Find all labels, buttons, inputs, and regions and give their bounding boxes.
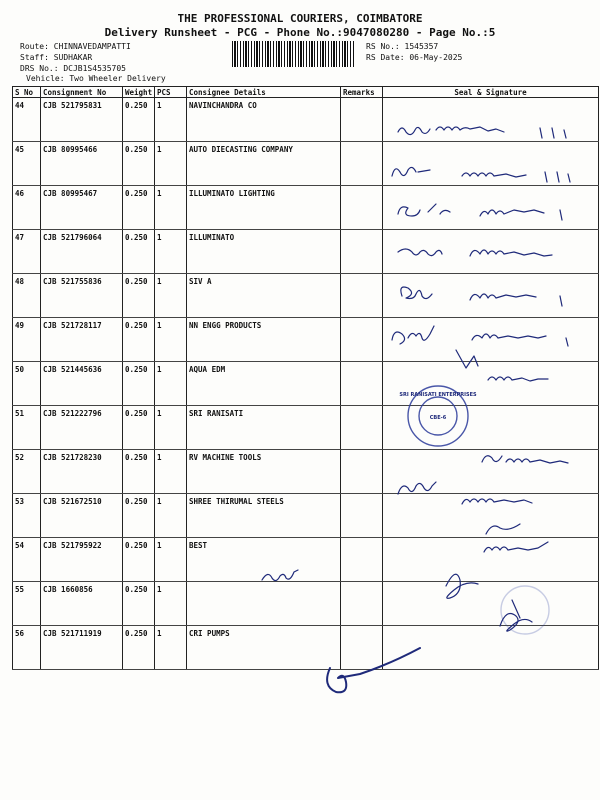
cell-sno: 56 [13, 626, 41, 670]
table-row [13, 362, 599, 406]
cell-pcs: 1 [155, 318, 187, 362]
col-sno: S No [13, 87, 41, 98]
cell-pcs: 1 [155, 450, 187, 494]
cell-remarks [341, 362, 383, 406]
runsheet-title: THE PROFESSIONAL COURIERS, COIMBATORE [177, 12, 423, 25]
stamp-name: SRI RANISATI ENTERPRISES [399, 392, 477, 398]
cell-consignee: NN ENGG PRODUCTS [187, 318, 341, 362]
cell-consignee: CRI PUMPS [187, 626, 341, 670]
cell-consignee: SIV A [187, 274, 341, 318]
cell-consignee: AQUA EDM [187, 362, 341, 406]
cell-weight: 0.250 [123, 406, 155, 450]
cell-seal-signature [383, 538, 599, 582]
cell-remarks [341, 230, 383, 274]
cell-remarks [341, 142, 383, 186]
cell-consignment: CJB 521795922 [41, 538, 123, 582]
col-consignment: Consignment No [41, 87, 123, 98]
drs-number: DRS No.: DCJB1S4535705 [20, 64, 126, 73]
barcode [232, 41, 354, 67]
cell-consignee: SHREE THIRUMAL STEELS [187, 494, 341, 538]
col-remarks: Remarks [341, 87, 383, 98]
cell-consignment: CJB 80995467 [41, 186, 123, 230]
cell-consignment: CJB 1660856 [41, 582, 123, 626]
cell-remarks [341, 626, 383, 670]
cell-consignee: BEST [187, 538, 341, 582]
cell-remarks [341, 450, 383, 494]
table-header-row [13, 87, 599, 98]
cell-consignee: AUTO DIECASTING COMPANY [187, 142, 341, 186]
rs-date: RS Date: 06-May-2025 [366, 53, 463, 62]
cell-consignment: CJB 521672510 [41, 494, 123, 538]
staff-field: Staff: SUDHAKAR [20, 53, 93, 62]
cell-seal-signature [383, 98, 599, 142]
runsheet-table [12, 86, 599, 670]
table-row [13, 582, 599, 626]
cell-consignment: CJB 80995466 [41, 142, 123, 186]
table-row [13, 98, 599, 142]
cell-consignment: CJB 521755836 [41, 274, 123, 318]
cell-sno: 54 [13, 538, 41, 582]
cell-seal-signature [383, 318, 599, 362]
table-row [13, 230, 599, 274]
cell-remarks [341, 318, 383, 362]
cell-pcs: 1 [155, 98, 187, 142]
runsheet-subtitle: Delivery Runsheet - PCG - Phone No.:9047080280 - Page No.:5 [104, 26, 496, 39]
cell-weight: 0.250 [123, 538, 155, 582]
cell-weight: 0.250 [123, 230, 155, 274]
cell-pcs: 1 [155, 626, 187, 670]
cell-pcs: 1 [155, 142, 187, 186]
cell-pcs: 1 [155, 274, 187, 318]
cell-remarks [341, 98, 383, 142]
cell-remarks [341, 538, 383, 582]
vehicle-field: Vehicle: Two Wheeler Delivery [26, 74, 166, 83]
cell-seal-signature [383, 450, 599, 494]
cell-pcs: 1 [155, 230, 187, 274]
cell-weight: 0.250 [123, 450, 155, 494]
route-field: Route: CHINNAVEDAMPATTI [20, 42, 131, 51]
cell-consignee: RV MACHINE TOOLS [187, 450, 341, 494]
stamp-city: CBE-6 [429, 415, 447, 421]
cell-seal-signature [383, 494, 599, 538]
table-row [13, 494, 599, 538]
cell-pcs: 1 [155, 186, 187, 230]
cell-seal-signature [383, 362, 599, 406]
cell-consignment: CJB 521445636 [41, 362, 123, 406]
cell-weight: 0.250 [123, 142, 155, 186]
cell-remarks [341, 582, 383, 626]
table-row [13, 186, 599, 230]
table-row [13, 450, 599, 494]
cell-seal-signature [383, 626, 599, 670]
table-row [13, 406, 599, 450]
cell-consignment: CJB 521795831 [41, 98, 123, 142]
cell-sno: 48 [13, 274, 41, 318]
table-row [13, 318, 599, 362]
cell-consignee: NAVINCHANDRA CO [187, 98, 341, 142]
table-row [13, 274, 599, 318]
cell-weight: 0.250 [123, 274, 155, 318]
cell-weight: 0.250 [123, 626, 155, 670]
cell-sno: 49 [13, 318, 41, 362]
cell-pcs: 1 [155, 406, 187, 450]
cell-sno: 46 [13, 186, 41, 230]
cell-sno: 51 [13, 406, 41, 450]
cell-consignee: ILLUMINATO [187, 230, 341, 274]
cell-sno: 52 [13, 450, 41, 494]
col-consignee: Consignee Details [187, 87, 341, 98]
cell-weight: 0.250 [123, 98, 155, 142]
table-row [13, 538, 599, 582]
cell-consignment: CJB 521711919 [41, 626, 123, 670]
cell-consignee [187, 582, 341, 626]
cell-consignment: CJB 521222796 [41, 406, 123, 450]
col-pcs: PCS [155, 87, 187, 98]
cell-weight: 0.250 [123, 494, 155, 538]
cell-consignee: SRI RANISATI [187, 406, 341, 450]
cell-pcs: 1 [155, 362, 187, 406]
col-seal-signature: Seal & Signature [383, 87, 599, 98]
rs-number: RS No.: 1545357 [366, 42, 439, 51]
cell-sno: 45 [13, 142, 41, 186]
cell-weight: 0.250 [123, 186, 155, 230]
cell-remarks [341, 406, 383, 450]
cell-sno: 55 [13, 582, 41, 626]
cell-pcs: 1 [155, 538, 187, 582]
cell-consignee: ILLUMINATO LIGHTING [187, 186, 341, 230]
cell-sno: 47 [13, 230, 41, 274]
cell-consignment: CJB 521796064 [41, 230, 123, 274]
cell-pcs: 1 [155, 494, 187, 538]
cell-consignment: CJB 521728117 [41, 318, 123, 362]
cell-seal-signature [383, 274, 599, 318]
cell-weight: 0.250 [123, 582, 155, 626]
cell-consignment: CJB 521728230 [41, 450, 123, 494]
table-row [13, 142, 599, 186]
cell-seal-signature [383, 186, 599, 230]
cell-remarks [341, 274, 383, 318]
cell-remarks [341, 494, 383, 538]
cell-seal-signature [383, 406, 599, 450]
cell-seal-signature [383, 230, 599, 274]
cell-weight: 0.250 [123, 318, 155, 362]
cell-remarks [341, 186, 383, 230]
cell-pcs: 1 [155, 582, 187, 626]
cell-sno: 44 [13, 98, 41, 142]
cell-seal-signature [383, 142, 599, 186]
col-weight: Weight [123, 87, 155, 98]
cell-sno: 53 [13, 494, 41, 538]
cell-weight: 0.250 [123, 362, 155, 406]
cell-seal-signature [383, 582, 599, 626]
cell-sno: 50 [13, 362, 41, 406]
table-row [13, 626, 599, 670]
